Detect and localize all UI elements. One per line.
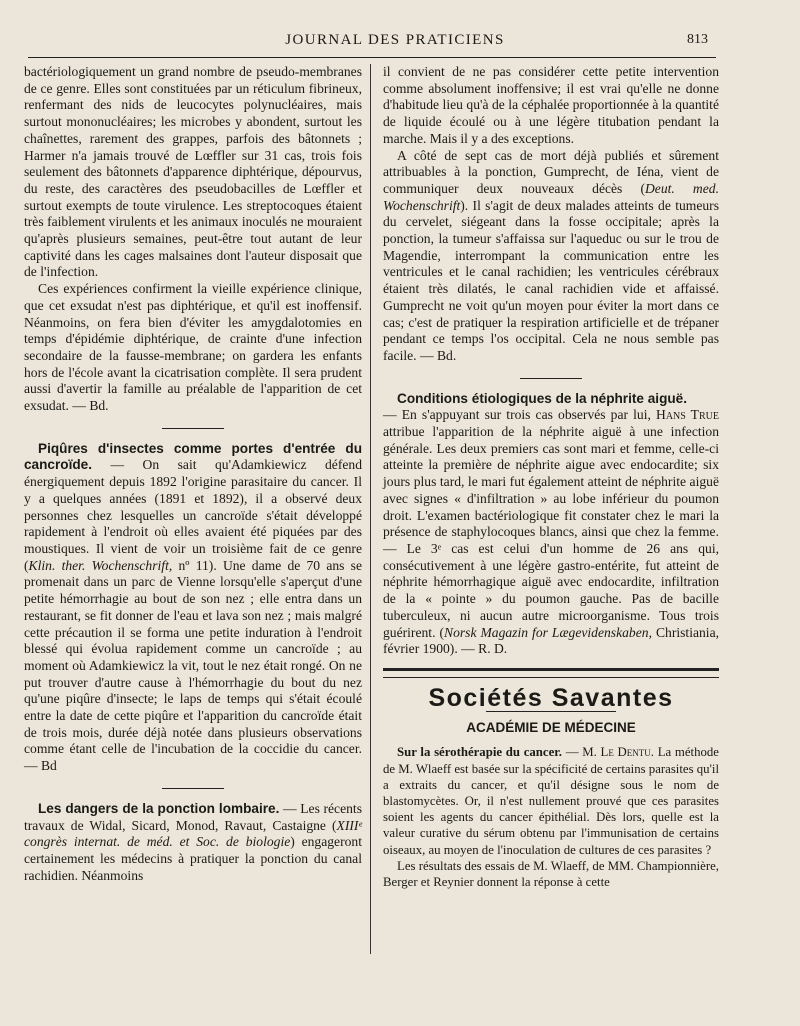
article-text: ) engageront certainement les médecins à pratiquer la ponction du canal rachidien. Néanmoins (24, 834, 362, 883)
section-rule-thick (383, 668, 719, 671)
article-text: ). Il s'agit de deux malades atteints de tumeurs du cervelet, siégeant dans la fosse occipitale; après la ponction, la tumeur s'affaissa sur l'aqueduc ou sur le trou de Magendie, interrompant la communication entre les ventricules et le canal rachidien; les ventricules cérébraux étaient très dilatés, le canal rachidien vide et affaissé. Gumprecht ne voit qu'un moyen pour éviter la mort dans ce cas; c'est de pratiquer la respiration artificielle et de trépaner pendant ce temps l'os occipital. Cela ne nous semble pas facile. — Bd. (383, 197, 719, 363)
journal-title: JOURNAL DES PRATICIENS (285, 32, 505, 48)
page-header (10, 30, 780, 54)
report-text: . La méthode de M. Wlaeff est basée sur la spécificité de certains parasites qu'il a extraits du cancer, et qu'il désigne sous le nom de blastomycètes. Or, il n'est nullement prouvé que ces parasites soient les agents du cancer épithélial. Dès lors, quelle est la valeur curative du sérum obtenu par l'immunisation de certains oiseaux, au moyen de l'inoculation de cultures de ces parasites ? (383, 745, 719, 857)
section-divider (162, 788, 224, 789)
article-lumbar-puncture (24, 801, 362, 885)
article-heading: Conditions étiologiques de la néphrite aiguë. (397, 390, 688, 406)
page-number: 813 (687, 32, 708, 47)
author-name: Hans True (656, 407, 719, 423)
report-heading: Sur la sérothérapie du cancer. (397, 745, 562, 760)
left-column (24, 64, 362, 884)
article-heading: Piqûres d'insectes comme portes d'entrée du cancroïde. (24, 440, 362, 473)
article-text: attribue l'apparition de la néphrite aiguë à une infection générale. Les deux premiers cas sont mari et femme, celle-ci atteinte la première de néphrite aigue avec endocardite; six jours plus tard, le mari fut également atteint de néphrite aiguë avec signes « d'infiltration » au lobe inférieur du poumon droit. L'examen bactériologique fit constater chez le mari la présence de staphylocoques blancs, ainsi que chez la femme. — Le 3ᵉ cas est celui d'un homme de 26 ans qui, consécutivement à une légère gastro-entérite, fut atteint de néphrite hémorrhagique aiguë avec endocardite, infiltration de la « pointe » du poumon gauche. Pas de bacille tuberculeux, ni aucun autre microorganisme. Tous trois guérirent. ( (383, 424, 719, 640)
paragraph: il convient de ne pas considérer cette petite intervention comme absolument inoffensive; il est vrai qu'elle ne donne d'habitude lieu qu'à de la céphalée proportionnée à la quantité de liquide écoulé ou à une légère titubation pendant la marche. Mais il y a des exceptions. (383, 64, 719, 146)
paragraph: Ces expériences confirment la vieille expérience clinique, que cet exsudat n'est pas diphtérique, et qu'il est inoffensif. Néanmoins, on fera bien d'éviter les amygdalotomies en temps d'épidémie diphtérique, de crainte d'une infection secondaire de la fausse-membrane; on gardera les enfants hors de l'école avant la cicatrisation complète. Il sera prudent aussi d'avertir la famille au préalable de l'apparition de cet exsudat. — Bd. (24, 281, 362, 414)
article-insect-bites (24, 441, 362, 775)
citation: Klin. ther. Wochenschrift (28, 557, 169, 573)
citation: XIIIᵉ congrès internat. de méd. et Soc. de biologie (24, 817, 362, 850)
article-heading: Les dangers de la ponction lombaire. (38, 800, 280, 816)
paragraph (383, 148, 719, 365)
report-text: — M. (562, 745, 601, 760)
right-column (383, 64, 719, 890)
section-title: Sociétés Savantes (428, 683, 674, 712)
paragraph: bactériologiquement un grand nombre de pseudo-membranes de ce genre. Elles sont constituées par un réticulum fibrineux, renfermant des nids de leucocytes polynucléaires, mais surtout mononucléaires; les microbes y abondent, surtout les chaînettes, rarement des grappes, parfois des bâtonnets ; Harmer n'a jamais trouvé de Lœffler sur 31 cas, trois fois seulement des bâtonnets d'apparence diphtérique, dépourvus, du reste, des caractères des pseudobacilles de Lœffler et surtout exempts de toute virulence. Les streptocoques étaient très faiblement virulents et les animaux inoculés ne mouraient qu'après plusieurs semaines, peut-être tout autant de leur captivité dans les cages malsaines dont l'auteur disposait que de l'infection. (24, 64, 362, 280)
author-name: Le Dentu (600, 745, 651, 760)
article-text: — Les récents travaux de Widal, Sicard, Monod, Ravaut, Castaigne ( (24, 800, 362, 833)
article-text: A côté de sept cas de mort déjà publiés et sûrement attribuables à la ponction, Gumprecht, de Iéna, vient de communiquer deux nouveaux décès ( (383, 147, 719, 196)
citation: Norsk Magazin for Lægevidenskaben (444, 624, 649, 640)
section-rule-thin (383, 677, 719, 678)
section-divider (162, 428, 224, 429)
paragraph: Les résultats des essais de M. Wlaeff, de MM. Championnière, Berger et Reynier donnent la réponse à cette (383, 858, 719, 889)
signature: — Bd (24, 758, 57, 774)
article-text: , nº 11). Une dame de 70 ans se promenait dans un parc de Vienne lorsqu'elle s'aperçut d'une petite hémorrhagie au bout de son nez ; elle entra dans un restaurant, se fit donner de l'eau et lava son nez ; mais malgré cette précaution il se forma une petite induration à l'endroit blessé qui évolua rapidement comme un cancroïde ; au moment où Adamkiewicz la vit, tout le nez était rongé. On ne put trouver d'autre cause à l'hémorrhagie du bout du nez qu'une piqûre d'insecte; le laps de temps qui s'était écoulé entre la date de cette piqûre et l'apparition du cancroïde était de trois mois, durée déjà notée dans plusieurs observations comme étant celle de l'incubation de la coccidie du cancer. (24, 557, 362, 757)
column-rule (370, 64, 371, 954)
subsection-title: ACADÉMIE DE MÉDECINE (466, 719, 636, 735)
article-text: , Christiania, février 1900). — R. D. (383, 624, 720, 657)
article-text: — On sait qu'Adamkiewicz défend énergiquement depuis 1892 l'origine parasitaire du cancer. Il y a quelques années (1891 et 1892), il a observé deux personnes chez lesquelles un cancroïde s'était développé rapidement à l'endroit où elles avaient été piquées par des moustiques. Il vient de voir un troisième fait de ce genre ( (24, 457, 362, 573)
article-nephritis (383, 391, 719, 658)
report-serotherapy (383, 744, 719, 857)
citation: Deut. med. Wochenschrift (383, 180, 719, 213)
header-rule (28, 57, 716, 58)
article-text: — En s'appuyant sur trois cas observés par lui, (383, 407, 656, 423)
section-divider (520, 378, 582, 379)
